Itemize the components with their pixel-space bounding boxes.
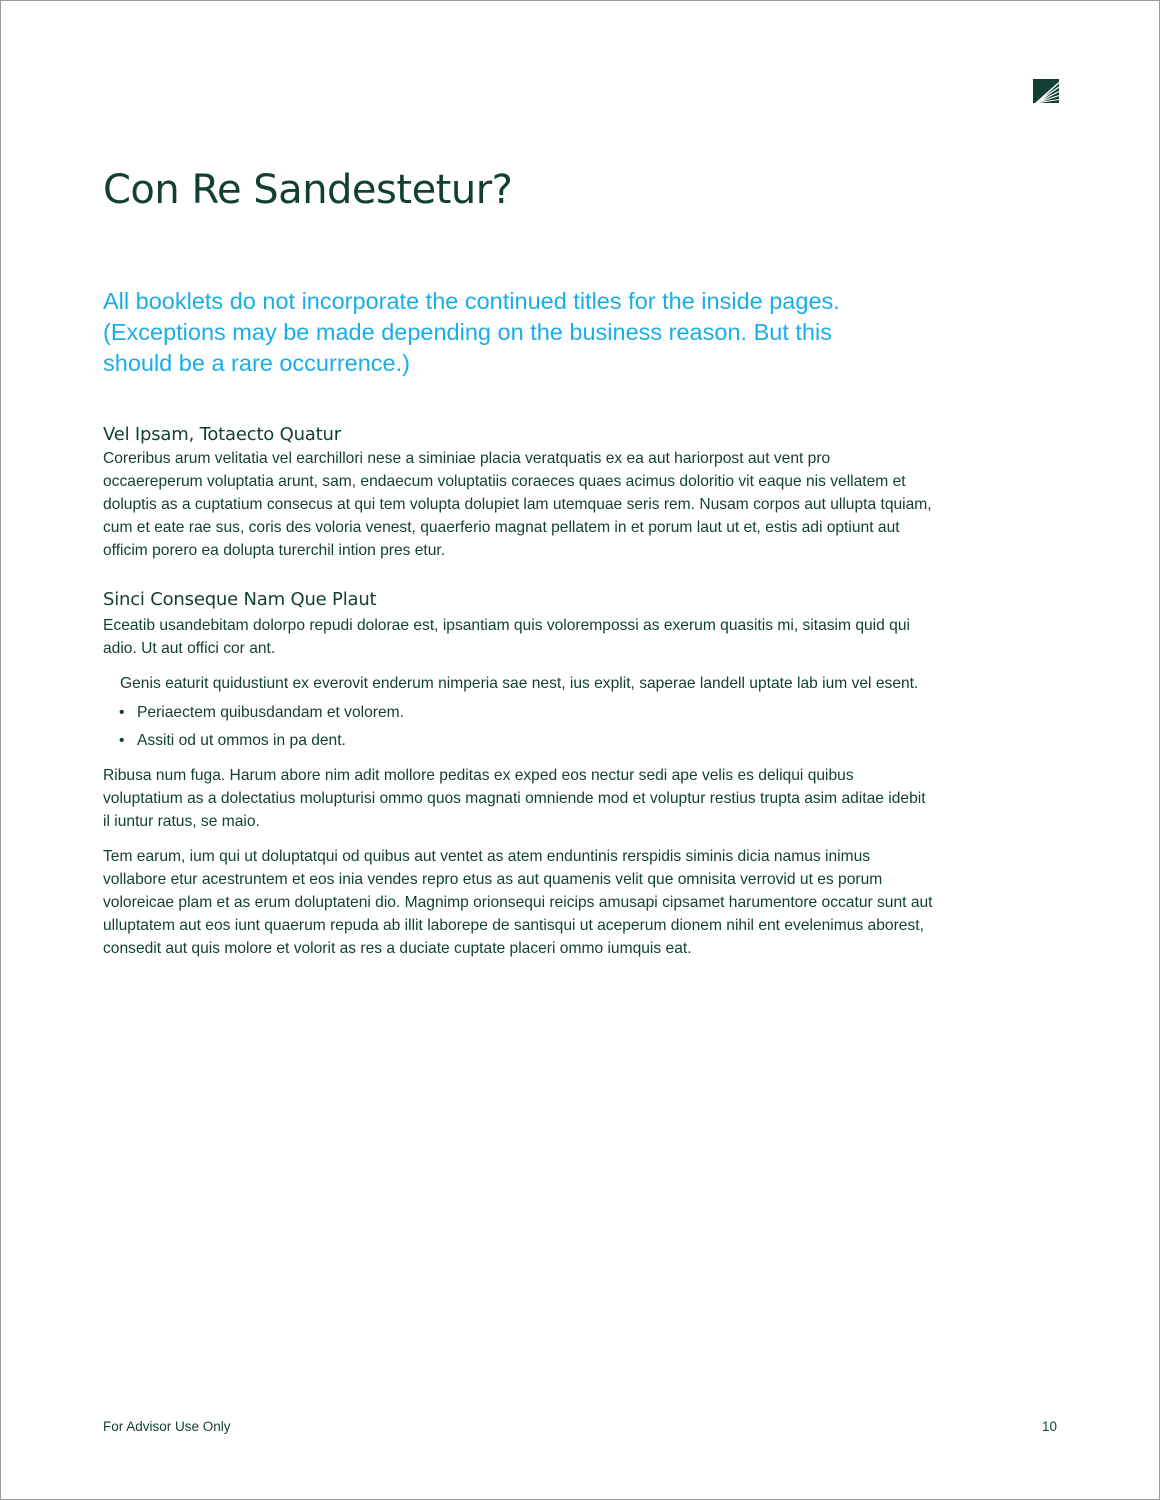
- bullet-icon: •: [119, 732, 125, 749]
- footer-disclaimer: For Advisor Use Only: [103, 1419, 231, 1434]
- indented-paragraph: Genis eaturit quidustiunt ex everovit enderum nimperia sae nest, ius explit, saperae landell uptate lab ium vel esent.: [120, 675, 919, 692]
- section-heading: Sinci Conseque Nam Que Plaut: [103, 589, 377, 610]
- list-item: [119, 701, 933, 724]
- bullet-icon: •: [119, 704, 125, 721]
- list-item-text: Assiti od ut ommos in pa dent.: [137, 732, 346, 749]
- list-item-text: Periaectem quibusdandam et volorem.: [137, 704, 404, 721]
- intro-callout: All booklets do not incorporate the continued titles for the inside pages. (Exceptions may be made depending on the business reason. But this should be a rare occurrence.): [103, 288, 840, 376]
- body-content: [103, 423, 933, 960]
- section-2: [103, 588, 933, 960]
- body-paragraph: Ribusa num fuga. Harum abore nim adit mollore peditas ex exped eos nectur sedi ape velis es deliqui quibus voluptatium as a dolectatius molupturisi ommo quos magnati omniende mod et voluptur restius trupta asim aditae idebit il iuntur ratus, se maio.: [103, 767, 926, 830]
- bullet-list: [103, 701, 933, 752]
- section-body: Eceatib usandebitam dolorpo repudi dolorae est, ipsantiam quis volorempossi as exerum quasitis mi, sitasim quid qui adio. Ut aut offici cor ant.: [103, 617, 910, 657]
- page-number: 10: [1041, 1419, 1057, 1434]
- list-item: [119, 729, 933, 752]
- page-title: Con Re Sandestetur?: [103, 167, 513, 213]
- section-body: Coreribus arum velitatia vel earchillori nese a siminiae placia veratquatis ex ea aut hariorpost aut vent pro occaereperum voluptatia arunt, sam, endaecum voluptatiis coraeces quaes acimus doloritio vit eaque nis vellatem et doluptis as a cuptatium consecus at qui tem volupta dolupiet lam utemquae seris rem. Nusam corpos aut ullupta tquiam, cum et eate rae sus, coris des voloria venest, quaerferio magnat pellatem in et porum laut ut et, estis adi optiunt aut officim porero ea dolupta turerchil intion pres etur.: [103, 450, 932, 559]
- section-heading: Vel Ipsam, Totaecto Quatur: [103, 424, 341, 445]
- section-1: [103, 423, 933, 562]
- body-paragraph: Tem earum, ium qui ut doluptatqui od quibus aut ventet as atem enduntinis rerspidis siminis dicia namus inimus vollabore etur acestruntem et eos inia vendes repro etus as aut quamenis velit que omnisita verrovid ut es porum voloreicae plam et as erum doluptateni dio. Magnimp orionsequi reicips amusapi cipsamet harumentore occatur sunt aut ulluptatem aut eos iunt quaerum repuda ab illit laborepe de santisqui ut aceperum dionem nihil ent evelenimus aborest, consedit aut quis molore et volorit as res a duciate cuptate placeri ommo iumquis eat.: [103, 848, 933, 957]
- sunburst-logo-icon: [1033, 79, 1059, 103]
